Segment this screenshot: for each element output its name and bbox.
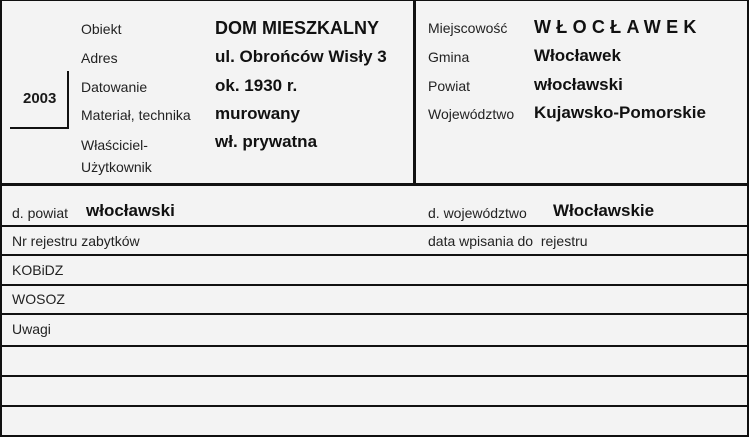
d-wojewodztwo-value: Włocławskie xyxy=(553,201,655,220)
miejscowosc-label: Miejscowość xyxy=(428,20,508,36)
powiat-label: Powiat xyxy=(428,78,471,94)
adres-value: ul. Obrońców Wisły 3 xyxy=(215,47,387,66)
uwagi-label: Uwagi xyxy=(12,321,51,337)
year-box-bottom-border xyxy=(10,127,69,129)
ruled-line xyxy=(2,284,747,286)
ruled-line xyxy=(2,345,747,347)
obiekt-label: Obiekt xyxy=(81,21,122,37)
wojewodztwo-value: Kujawsko-Pomorskie xyxy=(534,103,706,122)
d-powiat-value: włocławski xyxy=(86,201,175,220)
nr-rejestru-label: Nr rejestru zabytków xyxy=(12,233,140,249)
datowanie-label: Datowanie xyxy=(81,79,148,95)
year-box-right-border xyxy=(67,71,69,129)
ruled-line xyxy=(2,225,747,227)
ruled-line xyxy=(2,405,747,407)
section-divider xyxy=(2,183,747,186)
adres-label: Adres xyxy=(81,50,118,66)
uzytkownik-label: Użytkownik xyxy=(81,159,152,175)
powiat-value: włocławski xyxy=(534,75,623,94)
miejscowosc-value: WŁOCŁAWEK xyxy=(534,17,702,37)
d-wojewodztwo-label: d. województwo xyxy=(428,205,527,221)
gmina-value: Włocławek xyxy=(534,46,621,65)
material-label: Materiał, technika xyxy=(81,107,191,123)
wlasciciel-value: wł. prywatna xyxy=(215,132,318,151)
record-card xyxy=(2,1,747,435)
ruled-line xyxy=(2,254,747,256)
material-value: murowany xyxy=(215,104,301,123)
datowanie-value: ok. 1930 r. xyxy=(215,76,298,95)
wosoz-label: WOSOZ xyxy=(12,291,65,307)
d-powiat-label: d. powiat xyxy=(12,205,69,221)
ruled-line xyxy=(2,375,747,377)
ruled-line xyxy=(2,313,747,315)
data-wpisania-label: data wpisania do rejestru xyxy=(428,233,588,249)
card-year: 2003 xyxy=(23,90,57,107)
top-section-divider xyxy=(413,1,416,184)
wojewodztwo-label: Województwo xyxy=(428,106,515,122)
gmina-label: Gmina xyxy=(428,49,470,65)
obiekt-value: DOM MIESZKALNY xyxy=(215,18,379,38)
kobidz-label: KOBiDZ xyxy=(12,262,64,278)
wlasciciel-label: Właściciel- xyxy=(81,137,148,153)
